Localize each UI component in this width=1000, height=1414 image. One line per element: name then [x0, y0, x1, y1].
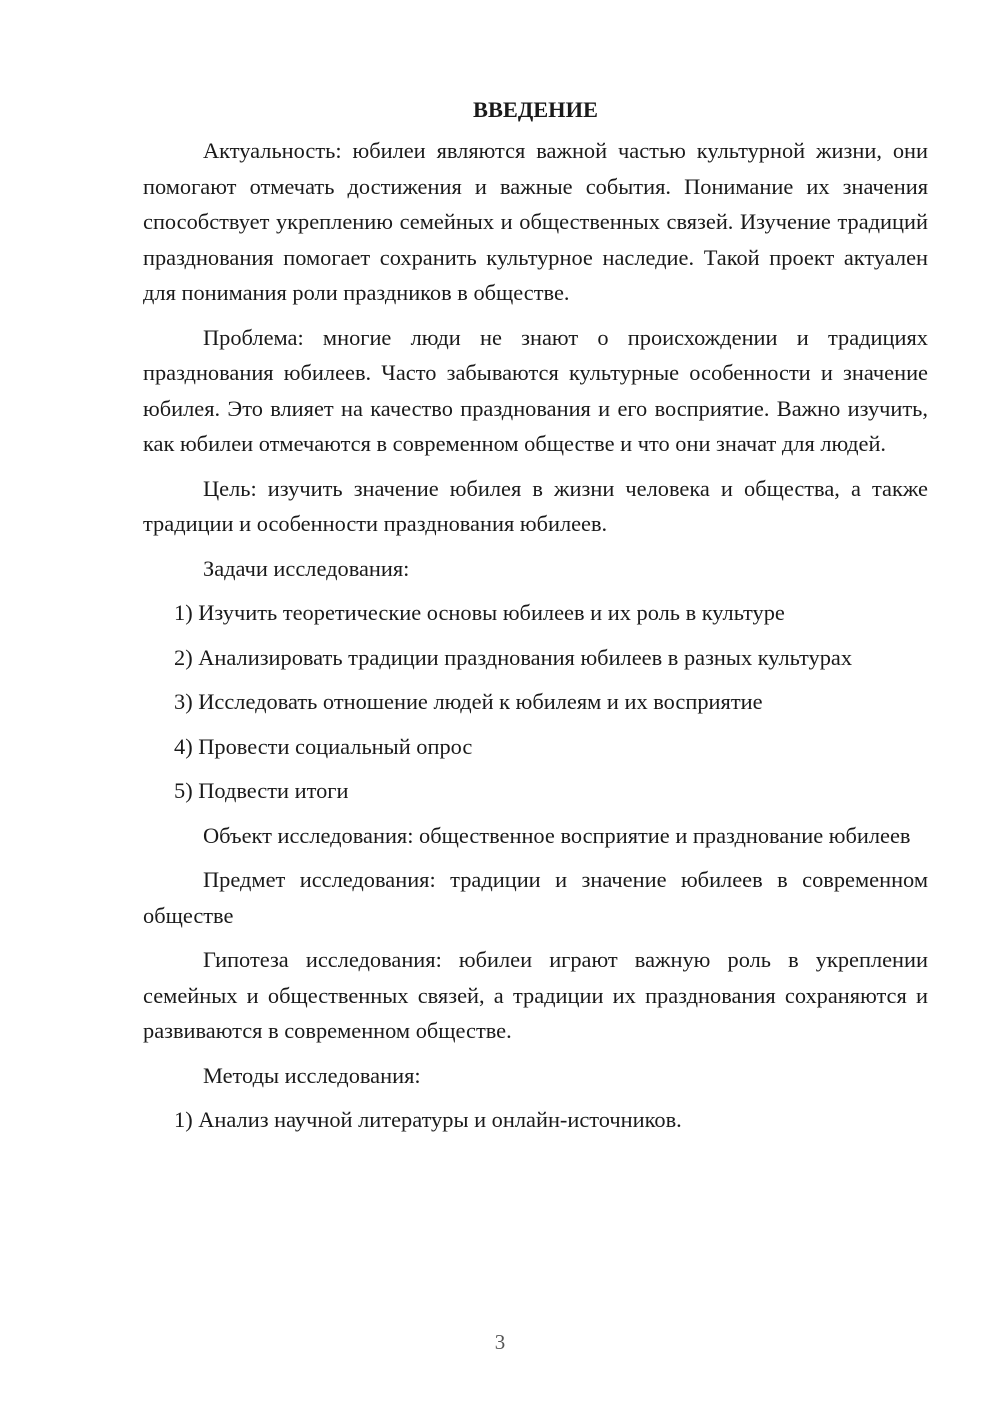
document-page	[143, 90, 928, 1147]
object-paragraph: Объект исследования: общественное восприятие и празднование юбилеев	[203, 822, 911, 848]
task-item: 2) Анализировать традиции празднования юбилеев в разных культурах	[174, 644, 853, 670]
section-title: ВВЕДЕНИЕ	[473, 97, 598, 122]
task-item: 1) Изучить теоретические основы юбилеев и их роль в культуре	[174, 600, 785, 625]
task-item: 3) Исследовать отношение людей к юбилеям и их восприятие	[174, 689, 763, 714]
problem-paragraph: Проблема: многие люди не знают о происхождении и традициях празднования юбилеев. Часто забываются культурные особенности и значение юбилея. Это влияет на качество празднования и его восприятие. Важно изучить, как юбилеи отмечаются в современном обществе и что они значат для людей.	[143, 324, 928, 456]
page-number: 3	[494, 1330, 506, 1354]
subject-paragraph: Предмет исследования: традиции и значение юбилеев в современном обществе	[143, 867, 928, 928]
task-item: 5) Подвести итоги	[174, 778, 349, 803]
goal-paragraph: Цель: изучить значение юбилея в жизни человека и общества, а также традиции и особенности празднования юбилеев.	[143, 475, 928, 536]
tasks-heading: Задачи исследования:	[203, 555, 410, 581]
method-item: 1) Анализ научной литературы и онлайн-источников.	[174, 1107, 682, 1132]
hypothesis-paragraph: Гипотеза исследования: юбилеи играют важную роль в укреплении семейных и общественных связей, а традиции их празднования сохраняются и развиваются в современном обществе.	[143, 947, 928, 1043]
methods-heading: Методы исследования:	[203, 1062, 421, 1088]
relevance-paragraph: Актуальность: юбилеи являются важной частью культурной жизни, они помогают отмечать достижения и важные события. Понимание их значения способствует укреплению семейных и общественных связей. Изучение традиций празднования помогает сохранить культурное наследие. Такой проект актуален для понимания роли праздников в обществе.	[143, 138, 928, 305]
task-item: 4) Провести социальный опрос	[174, 733, 473, 759]
